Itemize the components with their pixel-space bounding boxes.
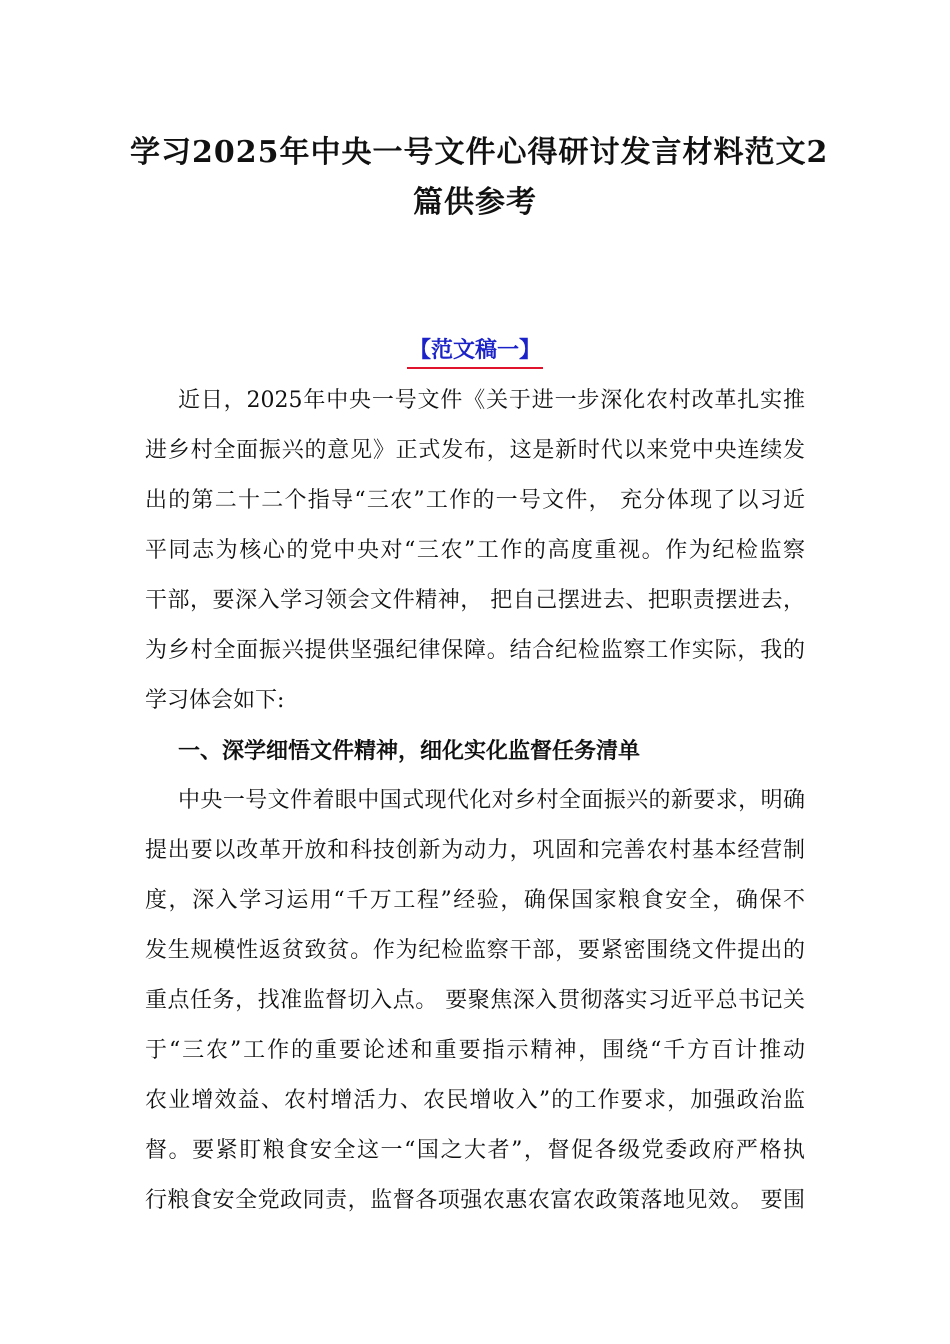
paragraph-line: 提出要以改革开放和科技创新为动力，巩固和完善农村基本经营制: [145, 838, 805, 863]
paragraph-line: 干部，要深入学习领会文件精神， 把自己摆进去、把职责摆进去，: [145, 588, 805, 613]
paragraph-line: 发生规模性返贫致贫。作为纪检监察干部，要紧密围绕文件提出的: [145, 938, 805, 963]
title-line-1: 学习2025年中央一号文件心得研讨发言材料范文2: [130, 135, 829, 170]
section-tag: [0, 334, 950, 369]
paragraph-line: 行粮食安全党政同责，监督各项强农惠农富农政策落地见效。 要围: [145, 1188, 805, 1213]
paragraph-line: 近日，2025年中央一号文件《关于进一步深化农村改革扎实推: [178, 388, 805, 413]
paragraph-line: 于“三农”工作的重要论述和重要指示精神，围绕“千方百计推动: [145, 1038, 805, 1063]
body-text: [145, 376, 805, 1226]
paragraph-line: 进乡村全面振兴的意见》正式发布，这是新时代以来党中央连续发: [145, 438, 805, 463]
paragraph-line: 督。要紧盯粮食安全这一“国之大者”，督促各级党委政府严格执: [145, 1138, 805, 1163]
document-title: [130, 128, 829, 228]
paragraph-line: 中央一号文件着眼中国式现代化对乡村全面振兴的新要求，明确: [178, 788, 805, 813]
paragraph-line: 学习体会如下:: [145, 688, 285, 713]
paragraph-line: 度，深入学习运用“千万工程”经验，确保国家粮食安全，确保不: [145, 888, 805, 913]
paragraph-line: 为乡村全面振兴提供坚强纪律保障。结合纪检监察工作实际，我的: [145, 638, 805, 663]
paragraph-line: 重点任务，找准监督切入点。 要聚焦深入贯彻落实习近平总书记关: [145, 988, 805, 1013]
paragraph-line: 农业增效益、农村增活力、农民增收入”的工作要求，加强政治监: [145, 1088, 805, 1113]
paragraph-line: 出的第二十二个指导“三农”工作的一号文件， 充分体现了以习近: [145, 488, 805, 513]
title-line-2: 篇供参考: [413, 185, 537, 220]
section-tag-label: 【范文稿一】: [407, 334, 543, 369]
paragraph-line: 平同志为核心的党中央对“三农”工作的高度重视。作为纪检监察: [145, 538, 805, 563]
section-heading: 一、深学细悟文件精神，细化实化监督任务清单: [178, 738, 641, 764]
